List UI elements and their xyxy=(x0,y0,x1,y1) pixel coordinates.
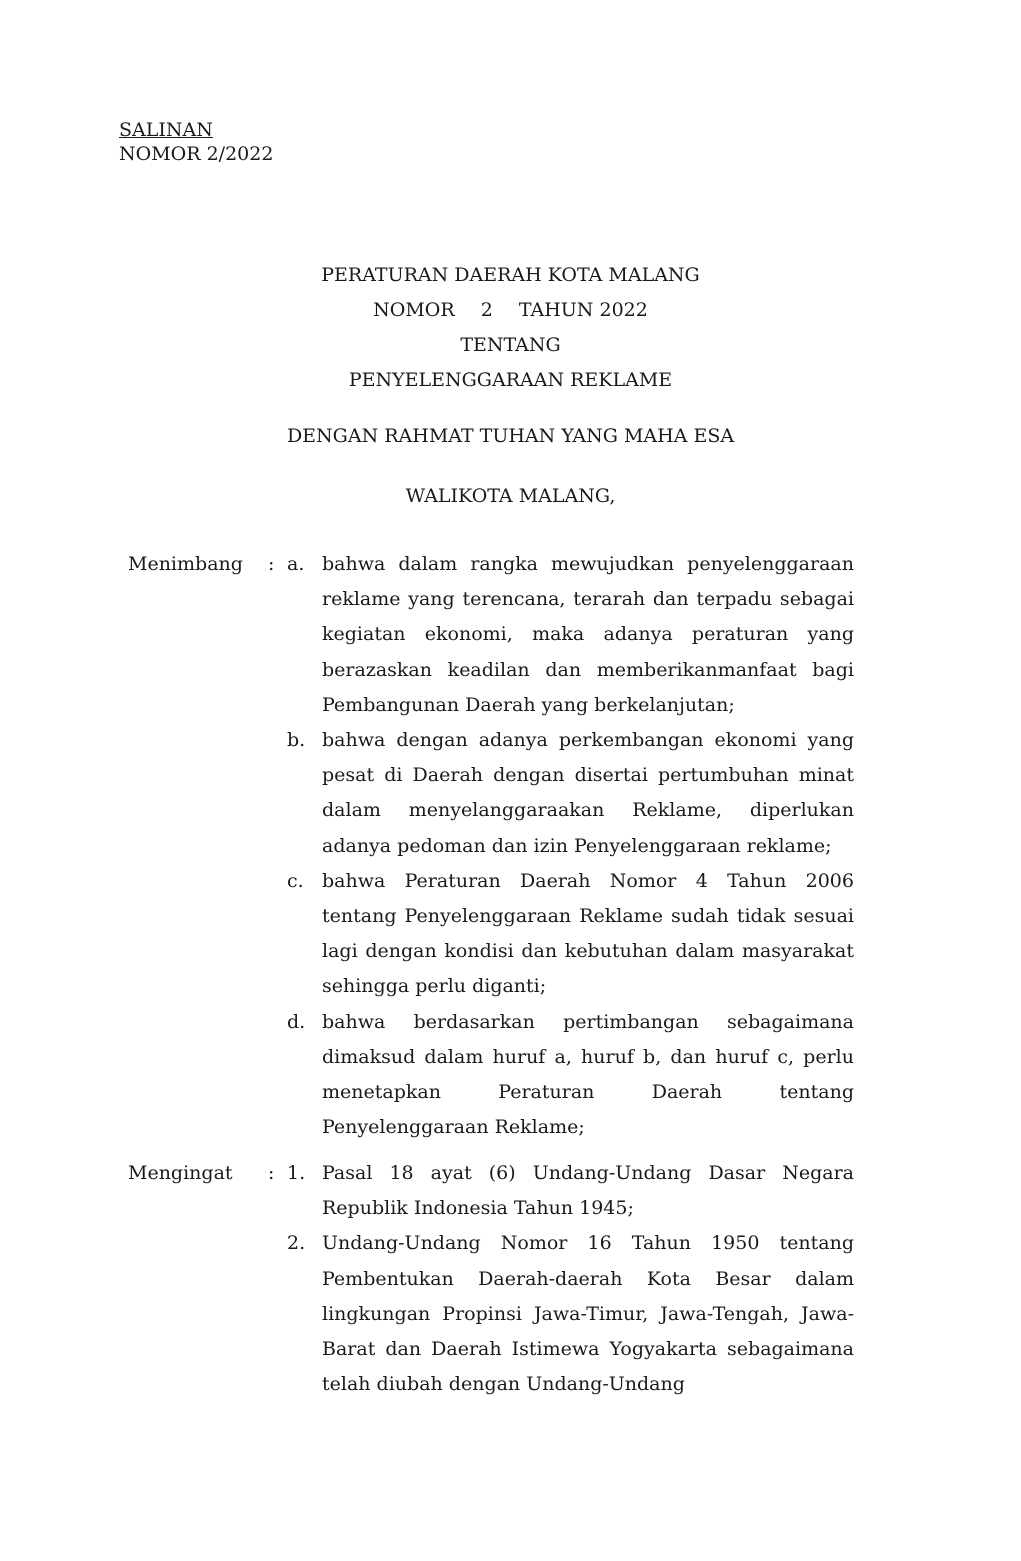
mengingat-colon: : xyxy=(268,1162,275,1184)
mengingat-section xyxy=(0,1156,1021,1402)
item-text: Pasal 18 ayat (6) Undang-Undang Dasar Negara Republik Indonesia Tahun 1945; xyxy=(322,1162,854,1220)
item-marker: a. xyxy=(287,553,305,575)
rahmat-line: DENGAN RAHMAT TUHAN YANG MAHA ESA xyxy=(286,425,735,447)
mengingat-label: Mengingat xyxy=(128,1162,233,1184)
list-item xyxy=(0,1156,1021,1226)
walikota-line: WALIKOTA MALANG, xyxy=(405,485,616,507)
item-text: bahwa Peraturan Daerah Nomor 4 Tahun 2006 tentang Penyelenggaraan Reklame sudah tidak sesuai lagi dengan kondisi dan kebutuhan dalam masyarakat sehingga perlu diganti; xyxy=(322,869,854,998)
copy-header xyxy=(119,118,273,166)
item-marker: 2. xyxy=(287,1232,306,1255)
item-marker: 1. xyxy=(287,1162,306,1184)
menimbang-section xyxy=(0,547,1021,1145)
regulation-title xyxy=(0,258,1021,398)
nomor-number: 2 xyxy=(480,299,493,321)
item-text: bahwa dengan adanya perkembangan ekonomi yang pesat di Daerah dengan disertai pertumbuhan minat dalam menyelanggaraakan Reklame, diperlukan adanya pedoman dan izin Penyelenggaraan reklame; xyxy=(322,729,854,857)
list-item xyxy=(0,1226,1021,1402)
list-item xyxy=(0,723,1021,864)
item-marker: b. xyxy=(287,729,306,752)
item-text: Undang-Undang Nomor 16 Tahun 1950 tentang Pembentukan Daerah-daerah Kota Besar dalam lingkungan Propinsi Jawa-Timur, Jawa-Tengah, Jawa-Barat dan Daerah Istimewa Yogyakarta sebagaimana telah diubah dengan Undang-Undang xyxy=(322,1232,854,1396)
item-marker: c. xyxy=(287,869,304,892)
list-item xyxy=(0,1005,1021,1146)
salinan-label: SALINAN xyxy=(119,119,213,141)
nomor-word: NOMOR xyxy=(373,299,455,321)
tentang-label: TENTANG xyxy=(460,334,561,356)
item-marker: d. xyxy=(287,1010,306,1033)
header-number: NOMOR 2/2022 xyxy=(119,143,274,165)
regulation-subject: PENYELENGGARAAN REKLAME xyxy=(348,369,673,391)
title-line: PERATURAN DAERAH KOTA MALANG xyxy=(321,264,700,286)
list-item xyxy=(0,864,1021,1005)
item-text: bahwa berdasarkan pertimbangan sebagaimana dimaksud dalam huruf a, huruf b, dan huruf c, perlu menetapkan Peraturan Daerah tentang Penyelenggaraan Reklame; xyxy=(322,1010,854,1139)
tahun-label: TAHUN 2022 xyxy=(518,299,648,321)
list-item xyxy=(0,547,1021,723)
menimbang-colon: : xyxy=(268,553,275,575)
menimbang-label: Menimbang xyxy=(128,553,243,575)
regulation-number-line xyxy=(0,293,1021,328)
item-text: bahwa dalam rangka mewujudkan penyelenggaraan reklame yang terencana, terarah dan terpadu sebagai kegiatan ekonomi, maka adanya peraturan yang berazaskan keadilan dan memberikanmanfaat bagi Pembangunan Daerah yang berkelanjutan; xyxy=(322,553,854,716)
